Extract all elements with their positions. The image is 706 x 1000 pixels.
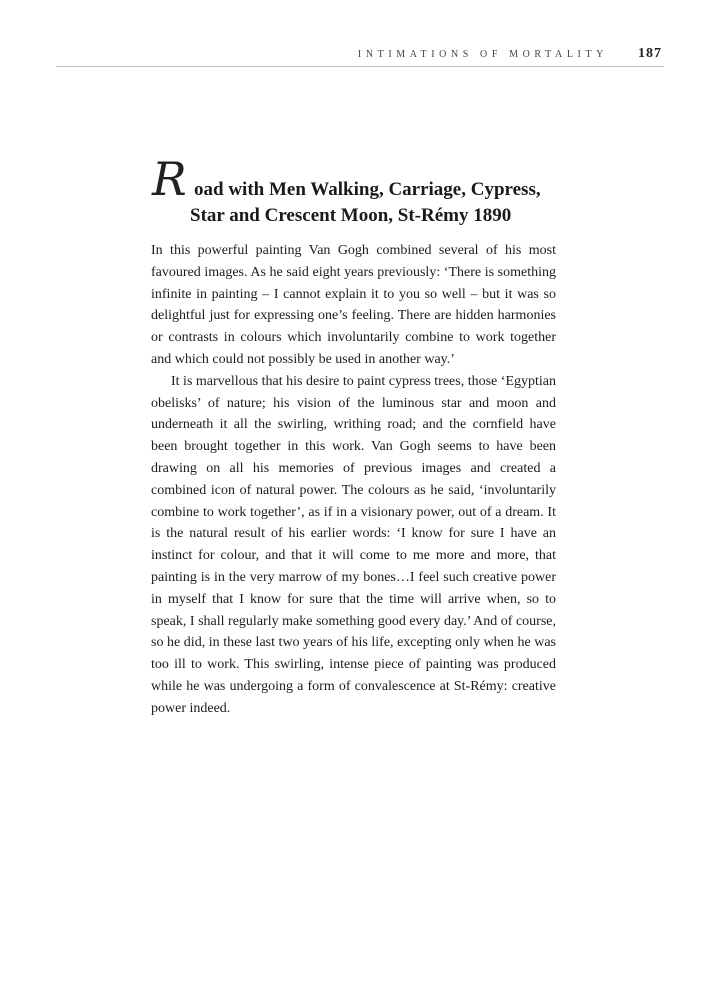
running-header: [56, 48, 664, 67]
title-line-1-text: oad with Men Walking, Carriage, Cypress,: [194, 179, 541, 200]
running-title: INTIMATIONS OF MORTALITY: [357, 49, 608, 60]
drop-cap: R: [152, 152, 187, 206]
paragraph-1: In this powerful painting Van Gogh combined several of his most favoured images. As he said eight years previously: ‘There is something infinite in painting – I cannot explain it to you so well – but it was so delightful just for expressing one’s feeling. There are hidden harmonies or contrasts in colours which involuntarily combine to work together and which could not possibly be used in another way.’: [151, 243, 556, 367]
paragraph-2: It is marvellous that his desire to paint cypress trees, those ‘Egyptian obelisks’ of nature; his vision of the luminous star and moon and underneath it all the swirling, writhing road; and the cornfield have been brought together in this work. Van Gogh seems to have been drawing on all his memories of previous images and created a combined icon of natural power. The colours as he said, ‘involuntarily combine to work together’, as if in a visionary power, out of a dream. It is the natural result of his earlier words: ‘I know for sure I have an instinct for colour, and that it will come to me more and more, that painting is in the very marrow of my bones…I feel such creative power in myself that I know for sure that the time will arrive when, so to speak, I shall regularly make something good every day.’ And of course, so he did, in these last two years of his life, excepting only when he was too ill to work. This swirling, intense piece of painting was produced while he was undergoing a form of convalescence at St-Rémy: creative power indeed.: [151, 373, 556, 716]
body-text: [151, 240, 556, 720]
article-title: [150, 152, 560, 226]
page-number: 187: [638, 46, 662, 61]
title-line-1: [150, 152, 560, 206]
title-line-2: Star and Crescent Moon, St-Rémy 1890: [190, 205, 512, 226]
